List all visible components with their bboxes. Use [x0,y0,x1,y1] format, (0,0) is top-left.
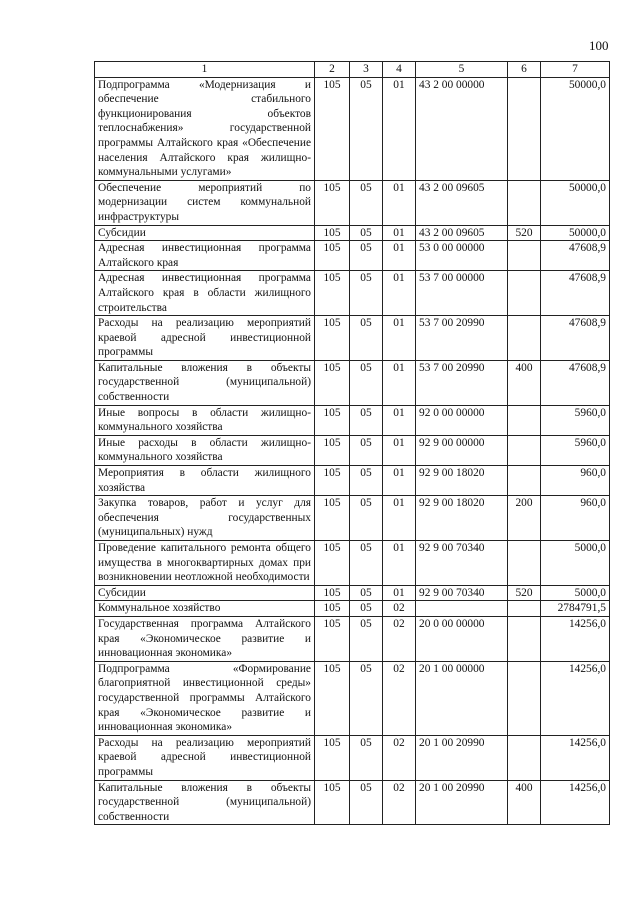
table-row [95,735,610,780]
table-row [95,271,610,316]
cell-col-6: 200 [508,496,541,541]
cell-col-7: 5960,0 [541,405,610,435]
cell-col-3: 05 [350,405,383,435]
cell-name: Капитальные вложения в объекты государственной (муниципальной) собственности [95,780,315,825]
cell-name: Коммунальное хозяйство [95,601,315,617]
cell-col-3: 05 [350,735,383,780]
budget-table [94,61,610,825]
cell-col-7: 50000,0 [541,225,610,241]
cell-col-3: 05 [350,435,383,465]
cell-col-7: 5960,0 [541,435,610,465]
table-row [95,405,610,435]
cell-col-5: 92 9 00 18020 [416,466,508,496]
table-row [95,360,610,405]
cell-col-6 [508,541,541,586]
table-row [95,601,610,617]
cell-col-5: 53 7 00 20990 [416,360,508,405]
header-col-6: 6 [508,62,541,78]
cell-col-2: 105 [315,735,350,780]
cell-col-5: 53 7 00 20990 [416,316,508,361]
cell-col-2: 105 [315,316,350,361]
cell-name: Подпрограмма «Формирование благоприятной инвестиционной среды» государственной программы Алтайского края «Экономическое развитие и инновационная экономика» [95,661,315,735]
table-row [95,77,610,180]
cell-col-5: 53 0 00 00000 [416,241,508,271]
cell-col-6 [508,316,541,361]
cell-col-5: 43 2 00 09605 [416,180,508,225]
cell-col-2: 105 [315,496,350,541]
cell-col-6 [508,735,541,780]
cell-col-2: 105 [315,601,350,617]
cell-col-4: 02 [383,601,416,617]
page-number: 100 [589,38,609,53]
header-col-1: 1 [95,62,315,78]
cell-col-5: 92 9 00 70340 [416,541,508,586]
cell-col-3: 05 [350,780,383,825]
cell-col-4: 01 [383,496,416,541]
cell-col-2: 105 [315,77,350,180]
cell-name: Мероприятия в области жилищного хозяйства [95,466,315,496]
table-row [95,496,610,541]
cell-col-7: 960,0 [541,496,610,541]
cell-col-5: 20 1 00 00000 [416,661,508,735]
cell-col-6 [508,180,541,225]
cell-col-3: 05 [350,661,383,735]
cell-col-7: 2784791,5 [541,601,610,617]
cell-col-7: 5000,0 [541,585,610,601]
cell-col-4: 02 [383,616,416,661]
cell-col-6 [508,466,541,496]
cell-name: Государственная программа Алтайского края «Экономическое развитие и инновационная экономика» [95,616,315,661]
cell-col-5: 20 1 00 20990 [416,780,508,825]
table-row [95,780,610,825]
table-row [95,241,610,271]
cell-col-6 [508,661,541,735]
cell-col-5: 92 9 00 70340 [416,585,508,601]
cell-col-4: 01 [383,271,416,316]
cell-col-7: 14256,0 [541,735,610,780]
cell-col-3: 05 [350,496,383,541]
cell-col-6 [508,271,541,316]
cell-col-5: 43 2 00 09605 [416,225,508,241]
cell-col-7: 50000,0 [541,180,610,225]
cell-col-3: 05 [350,271,383,316]
cell-col-6 [508,77,541,180]
cell-col-7: 50000,0 [541,77,610,180]
cell-col-7: 47608,9 [541,241,610,271]
cell-col-4: 02 [383,780,416,825]
cell-col-4: 02 [383,661,416,735]
cell-name: Расходы на реализацию мероприятий краевой адресной инвестиционной программы [95,735,315,780]
header-col-5: 5 [416,62,508,78]
cell-col-4: 01 [383,585,416,601]
cell-col-5 [416,601,508,617]
cell-col-3: 05 [350,77,383,180]
cell-col-4: 01 [383,316,416,361]
cell-col-4: 01 [383,180,416,225]
table-row [95,466,610,496]
cell-col-2: 105 [315,541,350,586]
cell-col-2: 105 [315,780,350,825]
cell-col-6 [508,435,541,465]
cell-col-2: 105 [315,241,350,271]
cell-col-6 [508,601,541,617]
cell-col-4: 01 [383,435,416,465]
cell-name: Обеспечение мероприятий по модернизации систем коммунальной инфраструктуры [95,180,315,225]
cell-col-3: 05 [350,601,383,617]
header-row [95,62,610,78]
cell-col-7: 960,0 [541,466,610,496]
cell-col-5: 92 9 00 18020 [416,496,508,541]
cell-col-7: 14256,0 [541,780,610,825]
cell-col-2: 105 [315,271,350,316]
table-row [95,661,610,735]
cell-name: Субсидии [95,585,315,601]
cell-col-4: 01 [383,241,416,271]
header-col-4: 4 [383,62,416,78]
cell-col-4: 01 [383,77,416,180]
cell-col-6 [508,241,541,271]
cell-name: Проведение капитального ремонта общего имущества в многоквартирных домах при возникновении неотложной необходимости [95,541,315,586]
cell-col-2: 105 [315,585,350,601]
cell-col-3: 05 [350,225,383,241]
cell-col-6: 520 [508,585,541,601]
cell-col-6 [508,616,541,661]
cell-col-4: 01 [383,466,416,496]
cell-col-5: 92 9 00 00000 [416,435,508,465]
cell-name: Адресная инвестиционная программа Алтайского края [95,241,315,271]
cell-col-7: 5000,0 [541,541,610,586]
cell-col-5: 20 0 00 00000 [416,616,508,661]
cell-col-3: 05 [350,241,383,271]
cell-col-3: 05 [350,541,383,586]
table-row [95,541,610,586]
cell-col-5: 53 7 00 00000 [416,271,508,316]
cell-col-7: 14256,0 [541,661,610,735]
cell-col-6: 520 [508,225,541,241]
cell-name: Иные расходы в области жилищно-коммунального хозяйства [95,435,315,465]
table-row [95,316,610,361]
cell-col-5: 20 1 00 20990 [416,735,508,780]
table-row [95,435,610,465]
cell-col-7: 47608,9 [541,271,610,316]
cell-col-2: 105 [315,405,350,435]
cell-col-5: 92 0 00 00000 [416,405,508,435]
cell-col-2: 105 [315,616,350,661]
cell-col-4: 01 [383,360,416,405]
table-row [95,180,610,225]
table-row [95,616,610,661]
cell-col-2: 105 [315,360,350,405]
cell-col-2: 105 [315,661,350,735]
cell-col-4: 02 [383,735,416,780]
cell-col-4: 01 [383,225,416,241]
cell-col-7: 47608,9 [541,316,610,361]
cell-name: Субсидии [95,225,315,241]
cell-name: Иные вопросы в области жилищно-коммунального хозяйства [95,405,315,435]
cell-name: Подпрограмма «Модернизация и обеспечение стабильного функционирования объектов теплоснабжения» государственной программы Алтайского края «Обеспечение населения Алтайского края жилищно-коммунальными услугами» [95,77,315,180]
cell-col-3: 05 [350,316,383,361]
cell-col-6: 400 [508,780,541,825]
cell-col-3: 05 [350,466,383,496]
cell-col-2: 105 [315,466,350,496]
header-col-3: 3 [350,62,383,78]
cell-name: Капитальные вложения в объекты государственной (муниципальной) собственности [95,360,315,405]
cell-col-3: 05 [350,616,383,661]
cell-col-4: 01 [383,405,416,435]
cell-name: Закупка товаров, работ и услуг для обеспечения государственных (муниципальных) нужд [95,496,315,541]
cell-col-3: 05 [350,360,383,405]
cell-col-7: 47608,9 [541,360,610,405]
table-row [95,585,610,601]
header-col-2: 2 [315,62,350,78]
cell-col-2: 105 [315,435,350,465]
cell-col-3: 05 [350,585,383,601]
cell-col-2: 105 [315,225,350,241]
cell-col-5: 43 2 00 00000 [416,77,508,180]
cell-name: Расходы на реализацию мероприятий краевой адресной инвестиционной программы [95,316,315,361]
cell-col-7: 14256,0 [541,616,610,661]
table-row [95,225,610,241]
cell-col-6: 400 [508,360,541,405]
header-col-7: 7 [541,62,610,78]
cell-col-2: 105 [315,180,350,225]
cell-col-3: 05 [350,180,383,225]
cell-col-4: 01 [383,541,416,586]
cell-name: Адресная инвестиционная программа Алтайского края в области жилищного строительства [95,271,315,316]
cell-col-6 [508,405,541,435]
